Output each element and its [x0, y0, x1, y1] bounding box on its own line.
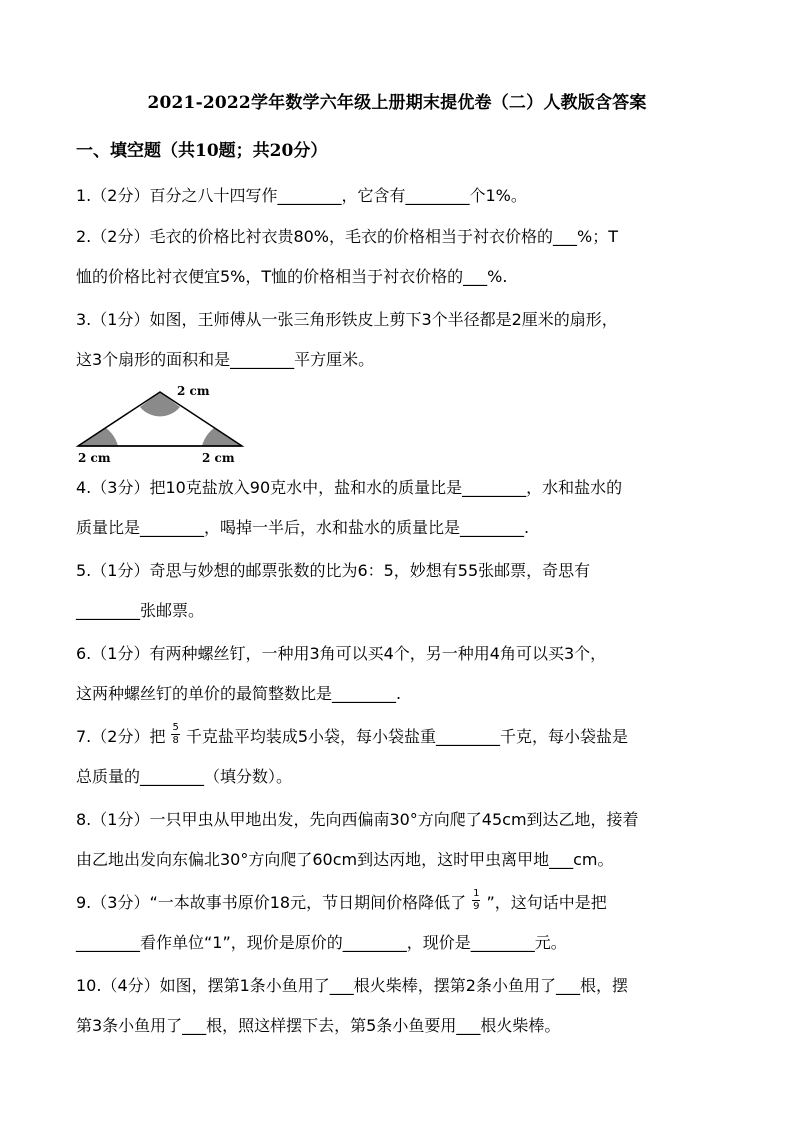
question-1-line-1: 1.（2分）百分之八十四写作________，它含有________个1%。 [76, 186, 527, 205]
question-7-line-1-b: 千克盐平均装成5小袋，每小袋盐重________千克，每小袋盐是 [185, 727, 629, 746]
question-10-line-1: 10.（4分）如图，摆第1条小鱼用了___根火柴棒，摆第2条小鱼用了___根，摆 [76, 976, 628, 995]
question-3-line-2: 这3个扇形的面积和是________平方厘米。 [76, 350, 375, 369]
question-6-line-1: 6.（1分）有两种螺丝钉，一种用3角可以买4个，另一种用4角可以买3个， [76, 644, 607, 663]
question-9-line-1-a: 9.（3分）“一本故事书原价18元，节日期间价格降低了 [76, 893, 467, 912]
question-6-line-2: 这两种螺丝钉的单价的最简整数比是________. [76, 684, 402, 703]
question-7-line-1-a: 7.（2分）把 [76, 727, 166, 746]
fraction-numerator: 1 [473, 888, 480, 899]
question-9-line-1-b: ”，这句话中是把 [486, 893, 607, 912]
left-sector [78, 428, 118, 446]
question-2 [76, 217, 726, 297]
question-5 [76, 551, 726, 631]
question-4 [76, 468, 726, 548]
right-sector [202, 428, 242, 446]
question-3 [76, 300, 726, 380]
question-10-line-2: 第3条小鱼用了___根，照这样摆下去，第5条小鱼要用___根火柴棒。 [76, 1016, 561, 1035]
triangle-sectors-figure [74, 380, 246, 466]
fraction-denominator: 9 [473, 901, 480, 912]
question-5-line-1: 5.（1分）奇思与妙想的邮票张数的比为6：5，妙想有55张邮票，奇思有 [76, 561, 591, 580]
fraction-numerator: 5 [172, 722, 179, 733]
section-heading: 一、填空题（共10题；共20分） [76, 141, 328, 161]
question-1 [76, 176, 726, 216]
right-radius-label: 2 cm [202, 451, 235, 465]
question-7-line-2: 总质量的________（填分数）。 [76, 767, 293, 786]
question-7 [76, 717, 726, 797]
fraction-1-9 [472, 889, 480, 912]
question-8 [76, 800, 726, 880]
document-title: 2021-2022学年数学六年级上册期末提优卷（二）人教版含答案 [147, 93, 647, 113]
question-9-line-1 [76, 883, 726, 923]
question-7-line-1 [76, 717, 726, 757]
question-5-line-2: ________张邮票。 [76, 601, 205, 620]
question-2-line-2: 恤的价格比衬衣便宜5%，T恤的价格相当于衬衣价格的___%. [76, 267, 508, 286]
question-6 [76, 634, 726, 714]
top-radius-label: 2 cm [177, 384, 210, 398]
question-9 [76, 883, 726, 963]
question-8-line-1: 8.（1分）一只甲虫从甲地出发，先向西偏南30°方向爬了45cm到达乙地，接着 [76, 810, 639, 829]
question-2-line-1: 2.（2分）毛衣的价格比衬衣贵80%，毛衣的价格相当于衬衣价格的___%；T [76, 227, 618, 246]
question-9-line-2: ________看作单位“1”，现价是原价的________，现价是________元。 [76, 933, 567, 952]
question-10 [76, 966, 726, 1046]
sector-shapes [78, 392, 242, 446]
question-3-line-1: 3.（1分）如图，王师傅从一张三角形铁皮上剪下3个半径都是2厘米的扇形， [76, 310, 618, 329]
fraction-denominator: 8 [172, 735, 179, 746]
question-8-line-2: 由乙地出发向东偏北30°方向爬了60cm到达丙地，这时甲虫离甲地___cm。 [76, 850, 614, 869]
left-radius-label: 2 cm [78, 451, 111, 465]
top-sector [140, 392, 180, 416]
question-4-line-1: 4.（3分）把10克盐放入90克水中，盐和水的质量比是________，水和盐水的 [76, 478, 623, 497]
question-4-line-2: 质量比是________，喝掉一半后，水和盐水的质量比是________. [76, 518, 530, 537]
fraction-5-8 [171, 723, 179, 746]
